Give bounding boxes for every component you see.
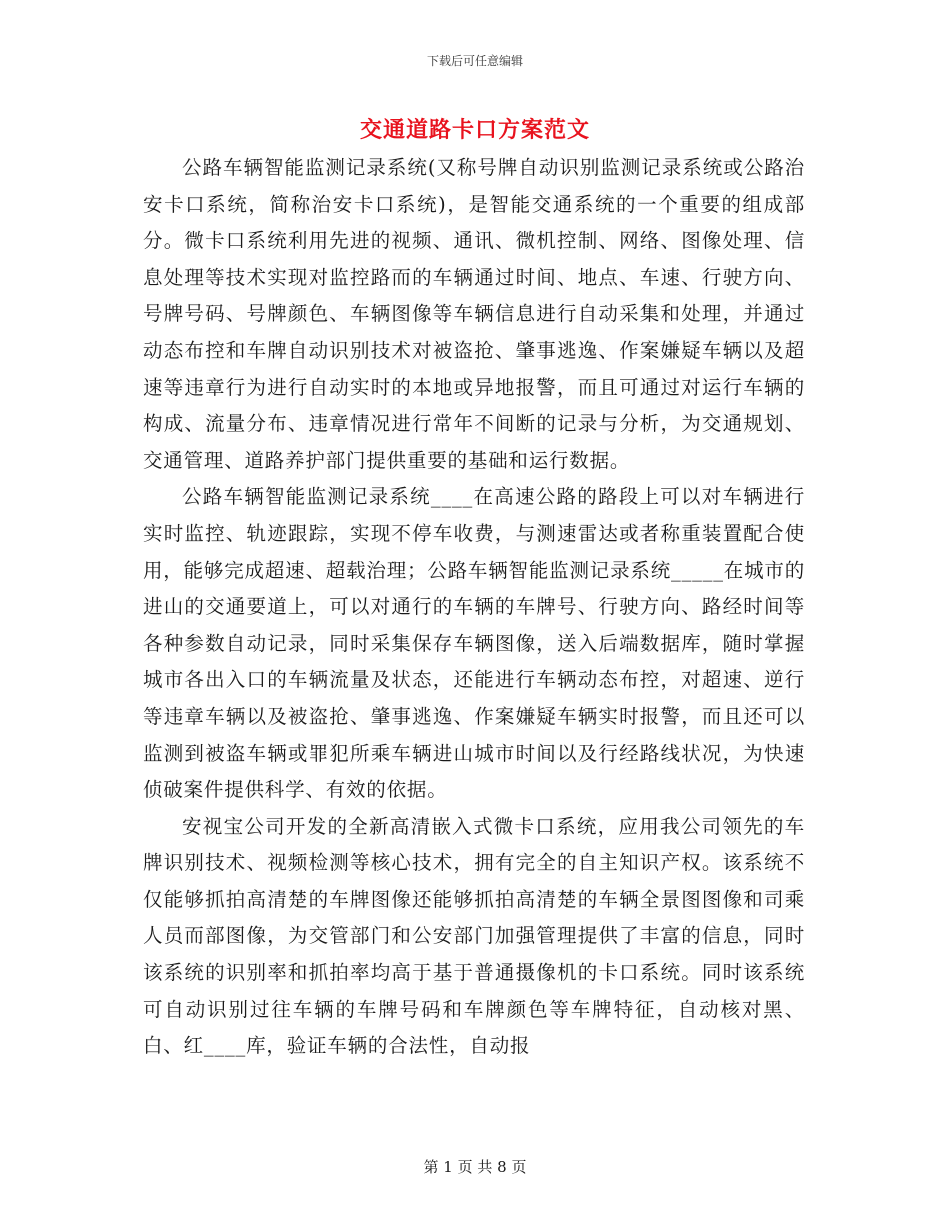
document-title: 交通道路卡口方案范文 <box>359 117 590 143</box>
paragraph-3: 安视宝公司开发的全新高清嵌入式微卡口系统，应用我公司领先的车牌识别技术、视频检测等核心技术，拥有完全的自主知识产权。该系统不仅能够抓拍高清楚的车牌图像还能够抓拍高清楚的车辆全景图图像和司乘人员而部图像，为交管部门和公安部门加强管理提供了丰富的信息，同时该系统的识别率和抓拍率均高于基于普通摄像机的卡口系统。同时该系统可自动识别过往车辆的车牌号码和车牌颜色等车牌特征，自动核对黑、白、红____库，验证车辆的合法性，自动报 <box>143 814 805 1058</box>
document-body <box>143 150 805 1065</box>
paragraph-1: 公路车辆智能监测记录系统(又称号牌自动识别监测记录系统或公路治安卡口系统，简称治安卡口系统)，是智能交通系统的一个重要的组成部分。微卡口系统利用先进的视频、通讯、微机控制、网络、图像处理、信息处理等技术实现对监控路而的车辆通过时间、地点、车速、行驶方向、号牌号码、号牌颜色、车辆图像等车辆信息进行自动采集和处理，并通过动态布控和车牌自动识别技术对被盗抢、肇事逃逸、作案嫌疑车辆以及超速等违章行为进行自动实时的本地或异地报警，而且可通过对运行车辆的构成、流量分布、违章情况进行常年不间断的记录与分析，为交通规划、交通管理、道路养护部门提供重要的基础和运行数据。 <box>143 156 805 472</box>
page-header-note: 下载后可任意编辑 <box>426 54 523 68</box>
page-number: 第 1 页 共 8 页 <box>423 1158 527 1176</box>
paragraph-2: 公路车辆智能监测记录系统____在高速公路的路段上可以对车辆进行实时监控、轨迹跟踪，实现不停车收费，与测速雷达或者称重装置配合使用，能够完成超速、超载治理；公路车辆智能监测记录系统_____在城市的进山的交通要道上，可以对通行的车辆的车牌号、行驶方向、路经时间等各种参数自动记录，同时采集保存车辆图像，送入后端数据库，随时掌握城市各出入口的车辆流量及状态，还能进行车辆动态布控，对超速、逆行等违章车辆以及被盗抢、肇事逃逸、作案嫌疑车辆实时报警，而且还可以监测到被盗车辆或罪犯所乘车辆进山城市时间以及行经路线状况，为快速侦破案件提供科学、有效的依据。 <box>143 485 806 802</box>
